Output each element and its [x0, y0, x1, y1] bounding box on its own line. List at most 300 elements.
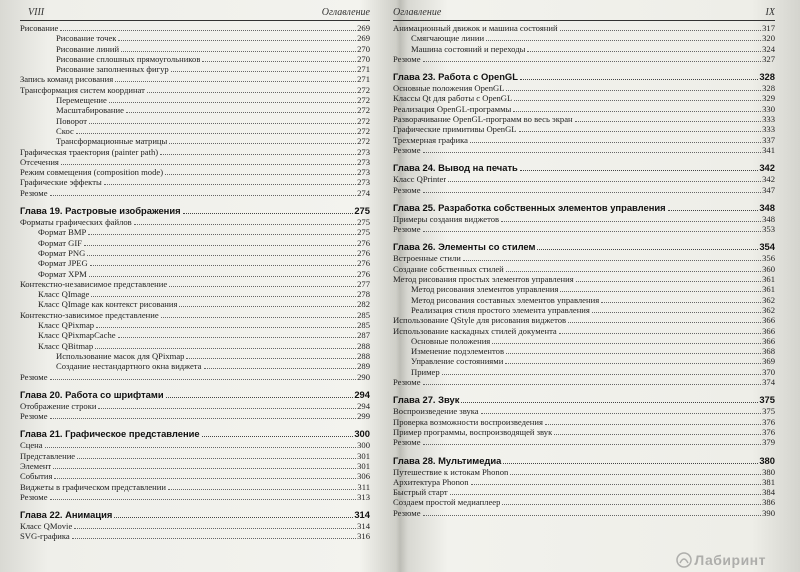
entry-title: Формат XPM: [38, 268, 87, 279]
entry-title: Виджеты в графическом представлении: [20, 481, 166, 492]
page-number: 366: [762, 325, 775, 336]
toc-entry: [20, 167, 370, 177]
right-toc-list: [393, 23, 775, 518]
page-number: 300: [354, 428, 370, 440]
toc-entry: [20, 85, 370, 95]
page-number: 328: [762, 83, 775, 94]
dot-leader: [98, 408, 356, 409]
page-number: 353: [762, 224, 775, 235]
dot-leader: [161, 317, 356, 318]
chapter-heading: [393, 71, 775, 83]
dot-leader: [505, 363, 761, 364]
toc-entry: [20, 320, 370, 330]
dot-leader: [45, 447, 357, 448]
toc-entry: [393, 305, 775, 315]
left-page: [20, 0, 370, 572]
toc-entry: [20, 482, 370, 492]
entry-title: Трансформационные матрицы: [56, 136, 168, 147]
page-number: 375: [759, 394, 775, 406]
page-number: 348: [759, 201, 775, 213]
entry-title: Резюме: [393, 224, 421, 235]
toc-entry: [20, 411, 370, 421]
page-number: 333: [762, 124, 775, 135]
toc-entry: [20, 136, 370, 146]
dot-leader: [463, 260, 761, 261]
toc-entry: [393, 427, 775, 437]
entry-title: Формат BMP: [38, 227, 87, 238]
entry-title: Рисование: [20, 23, 59, 33]
entry-title: Отсечения: [20, 156, 59, 167]
page-number: 273: [357, 146, 370, 157]
dot-leader: [95, 348, 356, 349]
page-number: 380: [759, 454, 775, 466]
dot-leader: [506, 90, 761, 91]
entry-title: Резюме: [20, 491, 48, 502]
dot-leader: [202, 61, 356, 62]
dot-leader: [169, 143, 356, 144]
dot-leader: [423, 152, 762, 153]
page-number: 290: [357, 371, 370, 382]
toc-entry: [20, 188, 370, 198]
dot-leader: [160, 154, 356, 155]
dot-leader: [168, 489, 356, 490]
toc-entry: [20, 372, 370, 382]
page-number: 369: [762, 356, 775, 367]
page-number: 361: [762, 284, 775, 295]
toc-entry: [393, 23, 775, 33]
dot-leader: [423, 192, 762, 193]
page-number: 354: [759, 241, 775, 253]
dot-leader: [576, 281, 761, 282]
toc-entry: [20, 95, 370, 105]
toc-entry: [20, 44, 370, 54]
page-number: 270: [357, 43, 370, 54]
dot-leader: [115, 81, 356, 82]
page-number: 342: [762, 174, 775, 185]
toc-entry: [393, 174, 775, 184]
page-number: 273: [357, 167, 370, 178]
entry-title: Рисование сплошных прямоугольников: [56, 53, 201, 64]
toc-entry: [393, 477, 775, 487]
entry-title: Основные положения OpenGL: [393, 83, 505, 94]
dot-leader: [91, 296, 356, 297]
entry-title: Формат GIF: [38, 237, 82, 248]
toc-entry: [20, 248, 370, 258]
chapter-heading: [20, 509, 370, 521]
toc-entry: [20, 401, 370, 411]
dot-leader: [520, 79, 758, 80]
page-number: 272: [357, 125, 370, 136]
page-number: 288: [357, 350, 370, 361]
entry-title: Трансформация систем координат: [20, 84, 145, 95]
toc-entry: [20, 269, 370, 279]
dot-leader: [423, 515, 762, 516]
entry-title: Класс QPixmapCache: [38, 330, 116, 341]
page-number: 275: [357, 227, 370, 238]
dot-leader: [560, 30, 762, 31]
toc-entry: [393, 508, 775, 518]
dot-leader: [109, 102, 356, 103]
dot-leader: [492, 343, 761, 344]
page-number: 294: [354, 388, 370, 400]
page-number: 360: [762, 263, 775, 274]
entry-title: Класс QBitmap: [38, 340, 94, 351]
dot-leader: [126, 112, 356, 113]
dot-leader: [76, 133, 356, 134]
page-number: 386: [762, 497, 775, 508]
page-number: 276: [357, 268, 370, 279]
page-number: 271: [357, 74, 370, 85]
toc-entry: [20, 217, 370, 227]
entry-title: Проверка возможности воспроизведения: [393, 416, 543, 427]
page-number: 294: [357, 400, 370, 411]
dot-leader: [118, 337, 357, 338]
entry-title: Рисование линий: [56, 43, 120, 54]
page-number: 390: [762, 507, 775, 518]
chapter-title: Глава 21. Графическое представление: [20, 428, 200, 440]
left-header-rule: [20, 20, 370, 21]
page-number: 276: [357, 237, 370, 248]
toc-entry: [20, 361, 370, 371]
page-number: 272: [357, 84, 370, 95]
entry-title: Создание собственных стилей: [393, 263, 504, 274]
page-number: 273: [357, 177, 370, 188]
toc-entry: [393, 346, 775, 356]
page-number: 324: [762, 43, 775, 54]
dot-leader: [575, 121, 761, 122]
page-number: 285: [357, 320, 370, 331]
left-page-header: [20, 0, 370, 20]
entry-title: Класс QPrinter: [393, 174, 447, 185]
toc-entry: [393, 487, 775, 497]
dot-leader: [461, 402, 758, 403]
entry-title: Реализация OpenGL-программы: [393, 103, 512, 114]
entry-title: Смягчающие линии: [411, 33, 485, 44]
dot-leader: [514, 100, 761, 101]
toc-entry: [20, 440, 370, 450]
left-running-head: Оглавление: [321, 7, 370, 18]
entry-title: Путешествие к истокам Phonon: [393, 466, 509, 477]
dot-leader: [147, 92, 356, 93]
page-number: 275: [357, 217, 370, 228]
page-number: 316: [357, 531, 370, 542]
page-number: 276: [357, 247, 370, 258]
entry-title: Графическая траектория (painter path): [20, 146, 159, 157]
right-page-header: [393, 0, 775, 20]
toc-entry: [20, 531, 370, 541]
dot-leader: [527, 51, 761, 52]
entry-title: Сцена: [20, 440, 43, 451]
chapter-heading: [393, 241, 775, 253]
page-number: 381: [762, 476, 775, 487]
toc-entry: [393, 44, 775, 54]
toc-entry: [20, 126, 370, 136]
dot-leader: [74, 528, 356, 529]
toc-entry: [20, 310, 370, 320]
page-number: 301: [357, 450, 370, 461]
entry-title: Класс QPixmap: [38, 320, 95, 331]
toc-entry: [20, 74, 370, 84]
page-number: 275: [354, 205, 370, 217]
entry-title: Класс QMovie: [20, 521, 73, 532]
page-number: 311: [357, 481, 370, 492]
entry-title: Поворот: [56, 115, 88, 126]
chapter-heading: [393, 394, 775, 406]
page-number: 370: [762, 366, 775, 377]
dot-leader: [166, 397, 354, 398]
entry-title: Классы Qt для работы с OpenGL: [393, 93, 513, 104]
watermark-text: Лабиринт: [694, 552, 766, 568]
dot-leader: [50, 379, 357, 380]
dot-leader: [481, 413, 761, 414]
dot-leader: [169, 286, 356, 287]
page-number: 384: [762, 487, 775, 498]
dot-leader: [114, 517, 353, 518]
entry-title: Контекстно-зависимое представление: [20, 309, 159, 320]
toc-entry: [393, 214, 775, 224]
dot-leader: [53, 468, 356, 469]
dot-leader: [471, 484, 762, 485]
entry-title: Режим совмещения (composition mode): [20, 167, 164, 178]
toc-entry: [20, 33, 370, 43]
dot-leader: [96, 327, 356, 328]
entry-title: Элемент: [20, 460, 52, 471]
toc-entry: [20, 227, 370, 237]
toc-entry: [393, 406, 775, 416]
toc-entry: [393, 295, 775, 305]
toc-entry: [393, 135, 775, 145]
page-number: 342: [759, 162, 775, 174]
left-page-number: VIII: [28, 7, 45, 18]
dot-leader: [442, 374, 761, 375]
toc-entry: [393, 124, 775, 134]
page-number: 376: [762, 416, 775, 427]
entry-title: Резюме: [393, 437, 421, 448]
toc-entry: [20, 64, 370, 74]
page-number: 272: [357, 115, 370, 126]
page-number: 366: [762, 335, 775, 346]
entry-title: Реализация стиля простого элемента управления: [411, 304, 590, 315]
dot-leader: [171, 71, 356, 72]
entry-title: Быстрый старт: [393, 487, 448, 498]
entry-title: Резюме: [20, 411, 48, 422]
toc-entry: [393, 326, 775, 336]
dot-leader: [50, 499, 357, 500]
entry-title: Архитектура Phonon: [393, 476, 469, 487]
toc-entry: [20, 23, 370, 33]
dot-leader: [520, 170, 759, 171]
entry-title: Машина состояний и переходы: [411, 43, 526, 54]
dot-leader: [204, 368, 357, 369]
page-number: 333: [762, 114, 775, 125]
dot-leader: [89, 123, 356, 124]
page-number: 300: [357, 440, 370, 451]
dot-leader: [77, 458, 356, 459]
entry-title: Анимационный движок и машина состояний: [393, 23, 558, 33]
chapter-heading: [393, 202, 775, 214]
page-number: 317: [762, 23, 775, 33]
entry-title: Рисование точек: [56, 33, 117, 44]
page-number: 329: [762, 93, 775, 104]
page-number: 347: [762, 184, 775, 195]
dot-leader: [72, 538, 356, 539]
entry-title: Пример программы, воспроизводящей звук: [393, 426, 553, 437]
dot-leader: [503, 463, 758, 464]
entry-title: Представление: [20, 450, 76, 461]
toc-entry: [393, 274, 775, 284]
dot-leader: [668, 210, 759, 211]
page-number: 276: [357, 258, 370, 269]
entry-title: Использование каскадных стилей документа: [393, 325, 557, 336]
dot-leader: [423, 61, 762, 62]
toc-entry: [20, 461, 370, 471]
page-number: 320: [762, 33, 775, 44]
chapter-title: Глава 27. Звук: [393, 394, 460, 406]
toc-entry: [20, 341, 370, 351]
entry-title: Метод рисования составных элементов управления: [411, 294, 600, 305]
dot-leader: [89, 276, 356, 277]
toc-entry: [393, 336, 775, 346]
page-number: 337: [762, 134, 775, 145]
dot-leader: [423, 231, 762, 232]
toc-entry: [393, 467, 775, 477]
entry-title: Трехмерная графика: [393, 134, 468, 145]
toc-entry: [393, 185, 775, 195]
toc-entry: [20, 330, 370, 340]
chapter-title: Глава 23. Работа с OpenGL: [393, 71, 518, 83]
page-number: 330: [762, 103, 775, 114]
entry-title: Резюме: [393, 53, 421, 64]
entry-title: События: [20, 471, 53, 482]
page-number: 348: [762, 213, 775, 224]
entry-title: Формат PNG: [38, 247, 86, 258]
dot-leader: [121, 51, 356, 52]
toc-entry: [393, 437, 775, 447]
toc-entry: [393, 367, 775, 377]
entry-title: Использование QStyle для рисования виджетов: [393, 315, 567, 326]
toc-entry: [20, 238, 370, 248]
page-number: 362: [762, 304, 775, 315]
page-number: 376: [762, 426, 775, 437]
toc-entry: [393, 417, 775, 427]
chapter-title: Глава 19. Растровые изображения: [20, 205, 181, 217]
entry-title: Пример: [411, 366, 440, 377]
left-toc-list: [20, 23, 370, 542]
chapter-heading: [20, 428, 370, 440]
page-number: 285: [357, 309, 370, 320]
entry-title: Резюме: [20, 371, 48, 382]
dot-leader: [592, 312, 761, 313]
toc-entry: [393, 284, 775, 294]
dot-leader: [501, 221, 761, 222]
toc-entry: [20, 177, 370, 187]
toc-entry: [20, 54, 370, 64]
entry-title: Форматы графических файлов: [20, 217, 132, 228]
toc-entry: [393, 224, 775, 234]
dot-leader: [90, 265, 356, 266]
entry-title: Резюме: [393, 377, 421, 388]
chapter-heading: [20, 389, 370, 401]
page-number: 269: [357, 23, 370, 33]
chapter-title: Глава 22. Анимация: [20, 509, 113, 521]
chapter-heading: [20, 205, 370, 217]
page-number: 368: [762, 346, 775, 357]
dot-leader: [486, 40, 761, 41]
entry-title: Резюме: [393, 507, 421, 518]
toc-entry: [20, 471, 370, 481]
right-header-rule: [393, 20, 775, 21]
entry-title: Масштабирование: [56, 105, 124, 116]
page-number: 374: [762, 377, 775, 388]
chapter-title: Глава 26. Элементы со стилем: [393, 241, 536, 253]
dot-leader: [513, 111, 761, 112]
chapter-title: Глава 20. Работа со шрифтами: [20, 388, 164, 400]
page-number: 272: [357, 105, 370, 116]
page-number: 282: [357, 299, 370, 310]
toc-entry: [20, 351, 370, 361]
page-number: 361: [762, 274, 775, 285]
entry-title: Класс QImage: [38, 289, 90, 300]
toc-entry: [393, 315, 775, 325]
labyrinth-logo-icon: [676, 552, 692, 568]
toc-entry: [20, 451, 370, 461]
toc-entry: [393, 264, 775, 274]
toc-entry: [393, 104, 775, 114]
page-number: 277: [357, 278, 370, 289]
page-number: 299: [357, 411, 370, 422]
dot-leader: [50, 418, 357, 419]
entry-title: SVG-графика: [20, 531, 70, 542]
entry-title: Графические примитивы OpenGL: [393, 124, 517, 135]
dot-leader: [186, 358, 356, 359]
entry-title: Создание нестандартного окна виджета: [56, 361, 202, 372]
page-number: 341: [762, 144, 775, 155]
page-number: 269: [357, 33, 370, 44]
entry-title: Управление состояниями: [411, 356, 504, 367]
entry-title: Контекстно-независимое представление: [20, 278, 168, 289]
entry-title: Скос: [56, 125, 74, 136]
entry-title: Примеры создания виджетов: [393, 213, 500, 224]
toc-entry: [393, 114, 775, 124]
right-page: [393, 0, 775, 572]
page-number: 301: [357, 460, 370, 471]
dot-leader: [165, 174, 356, 175]
dot-leader: [450, 494, 761, 495]
toc-entry: [393, 377, 775, 387]
chapter-title: Глава 25. Разработка собственных элементов управления: [393, 201, 666, 213]
page-number: 272: [357, 136, 370, 147]
entry-title: Отображение строки: [20, 400, 97, 411]
toc-entry: [20, 157, 370, 167]
dot-leader: [423, 384, 762, 385]
entry-title: Резюме: [393, 184, 421, 195]
dot-leader: [179, 306, 356, 307]
toc-entry: [20, 258, 370, 268]
dot-leader: [601, 302, 761, 303]
right-page-number: IX: [765, 7, 775, 18]
entry-title: Рисование заполненных фигур: [56, 64, 169, 75]
toc-entry: [20, 289, 370, 299]
toc-entry: [393, 33, 775, 43]
page-number: 313: [357, 491, 370, 502]
dot-leader: [506, 271, 761, 272]
page-number: 327: [762, 53, 775, 64]
chapter-heading: [393, 162, 775, 174]
dot-leader: [470, 142, 761, 143]
dot-leader: [84, 245, 356, 246]
entry-title: Запись команд рисования: [20, 74, 114, 85]
entry-title: Разворачивание OpenGL-программ во весь экран: [393, 114, 573, 125]
